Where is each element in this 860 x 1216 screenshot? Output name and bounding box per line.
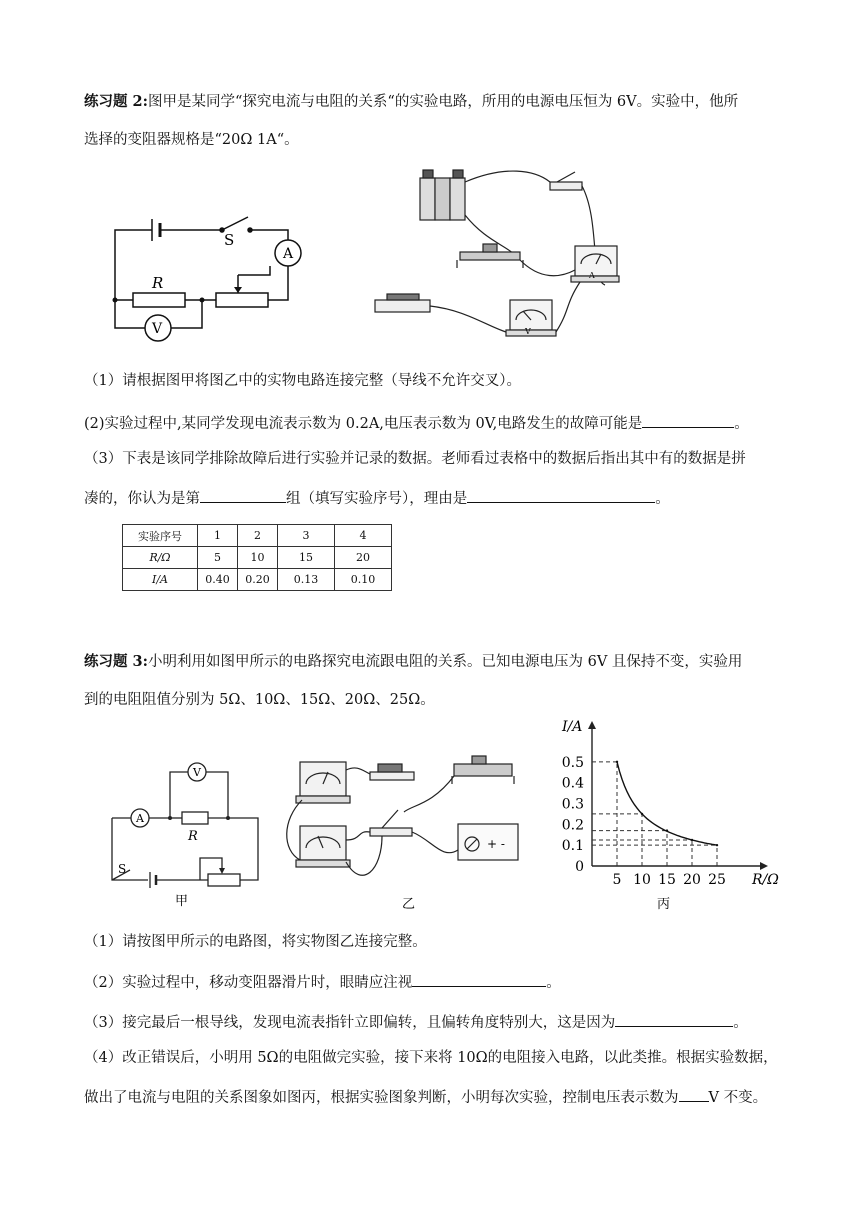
table-header-cell: 3	[278, 525, 335, 547]
ex3-circuit-diagram	[100, 760, 270, 910]
table-header-cell: 1	[198, 525, 238, 547]
ex2-q3-end: 。	[655, 491, 670, 507]
data-point	[641, 813, 643, 815]
ex2-apparatus-figure	[365, 160, 595, 355]
table-row	[123, 569, 392, 591]
ex3-q3	[84, 1011, 748, 1033]
ex3-q2-answer-blank[interactable]	[412, 971, 546, 987]
ex2-intro-line2: 选择的变阻器规格是“20Ω 1A“。	[84, 132, 299, 148]
ex3-switch-label: S	[118, 862, 127, 876]
ex2-circuit-diagram	[100, 205, 315, 345]
table-header-cell: 实验序号	[123, 525, 198, 547]
ex3-voltmeter-label: V	[193, 766, 201, 779]
table-header-cell: 4	[335, 525, 392, 547]
ex3-fig-bing-caption: 丙	[657, 897, 671, 912]
y-tick-label: 0.1	[561, 838, 584, 855]
ex3-title: 练习题 3:	[84, 653, 148, 670]
x-axis-arrow	[760, 862, 768, 870]
table-cell: R/Ω	[123, 547, 198, 569]
ex3-q2-end: 。	[546, 975, 561, 991]
x-axis-label: R/Ω	[752, 872, 779, 888]
ex2-title: 练习题 2:	[84, 93, 148, 110]
table-cell: 15	[278, 547, 335, 569]
ex3-intro-line2: 到的电阻阻值分别为 5Ω、10Ω、15Ω、20Ω、25Ω。	[84, 692, 435, 708]
data-point	[616, 761, 618, 763]
ex3-fig-jia-caption: 甲	[175, 894, 189, 909]
y-tick-label: 0.4	[561, 775, 584, 792]
x-tick-label: 20	[683, 872, 701, 888]
ex3-q4-line2	[84, 1086, 767, 1108]
ex3-q3-text: （3）接完最后一根导线，发现电流表指针立即偏转，且偏转角度特别大，这是因为	[84, 1015, 616, 1031]
data-point	[716, 844, 718, 846]
resistor-label: R	[152, 274, 164, 292]
voltmeter-label: V	[152, 321, 163, 337]
table-row	[123, 547, 392, 569]
apparatus-ammeter-label: A	[589, 271, 595, 280]
table-cell: 0.40	[198, 569, 238, 591]
ex2-q2-end: 。	[734, 416, 749, 432]
ex2-q1: （1）请根据图甲将图乙中的实物电路连接完整（导线不允许交叉）。	[84, 373, 521, 389]
y-tick-label: 0.5	[561, 754, 584, 771]
ex2-q3-group-blank[interactable]	[200, 487, 286, 503]
ex2-q3-reason-blank[interactable]	[467, 487, 655, 503]
ex3-resistor-label: R	[188, 829, 198, 844]
ex2-q3-text: 凑的，你认为是第	[84, 491, 200, 507]
table-row	[123, 525, 392, 547]
table-header-cell: 2	[238, 525, 278, 547]
ex2-q3-line1: （3）下表是该同学排除故障后进行实验并记录的数据。老师看过表格中的数据后指出其中有的数据是拼	[84, 451, 746, 467]
ex2-intro-text: 图甲是某同学“探究电流与电阻的关系“的实验电路，所用的电源电压恒为 6V。实验中，他所	[148, 94, 739, 110]
data-point	[691, 839, 693, 841]
battery-terminals-icon: + -	[487, 837, 505, 851]
i-r-curve	[617, 762, 717, 845]
ex2-intro-line1	[84, 92, 738, 112]
switch-label: S	[224, 231, 235, 249]
ex3-q4-answer-blank[interactable]	[679, 1086, 709, 1102]
y-tick-label: 0	[575, 859, 584, 875]
table-cell: 0.10	[335, 569, 392, 591]
ex2-q2-answer-blank[interactable]	[642, 412, 734, 428]
table-cell: 0.20	[238, 569, 278, 591]
ex2-q3-line2	[84, 487, 670, 509]
x-tick-label: 15	[658, 872, 676, 888]
table-cell: 0.13	[278, 569, 335, 591]
ex2-q2-text: (2)实验过程中,某同学发现电流表示数为 0.2A,电压表示数为 0V,电路发生的故障可能是	[84, 416, 643, 432]
ex3-apparatus-figure	[282, 750, 532, 915]
ir-graph	[540, 719, 780, 918]
table-cell: 10	[238, 547, 278, 569]
x-tick-label: 25	[708, 872, 726, 888]
x-tick-label: 5	[612, 872, 622, 888]
ex3-q4-text: 做出了电流与电阻的关系图象如图丙，根据实验图象判断，小明每次实验，控制电压表示数为	[84, 1090, 679, 1106]
ex3-q4-line1: （4）改正错误后，小明用 5Ω的电阻做完实验，接下来将 10Ω的电阻接入电路，以此类推。根据实验数据，	[84, 1050, 778, 1066]
ex2-q2	[84, 412, 749, 434]
ex3-q3-answer-blank[interactable]	[615, 1011, 733, 1027]
y-tick-label: 0.3	[561, 796, 584, 813]
ex3-q1: （1）请按图甲所示的电路图，将实物图乙连接完整。	[84, 934, 427, 950]
y-axis-arrow	[588, 721, 596, 729]
table-cell: I/A	[123, 569, 198, 591]
ex3-intro-line1	[84, 652, 742, 672]
ex3-ammeter-label: A	[136, 812, 144, 825]
ex2-data-table	[122, 524, 392, 591]
ex3-fig-yi-caption: 乙	[402, 897, 416, 912]
table-cell: 20	[335, 547, 392, 569]
ex3-q2-text: （2）实验过程中，移动变阻器滑片时，眼睛应注视	[84, 975, 413, 991]
y-tick-label: 0.2	[561, 817, 584, 834]
ex2-q3-mid-text: 组（填写实验序号），理由是	[286, 491, 468, 507]
ex3-q2	[84, 971, 561, 993]
y-axis-label: I/A	[562, 719, 583, 735]
ex3-q4-end: V 不变。	[708, 1090, 768, 1106]
x-tick-label: 10	[633, 872, 651, 888]
ex3-intro-text: 小明利用如图甲所示的电路探究电流跟电阻的关系。已知电源电压为 6V 且保持不变，实验用	[148, 654, 743, 670]
data-point	[666, 829, 668, 831]
apparatus-voltmeter-label: V	[525, 327, 531, 336]
ammeter-label: A	[283, 246, 294, 262]
ex3-q3-end: 。	[733, 1015, 748, 1031]
table-cell: 5	[198, 547, 238, 569]
